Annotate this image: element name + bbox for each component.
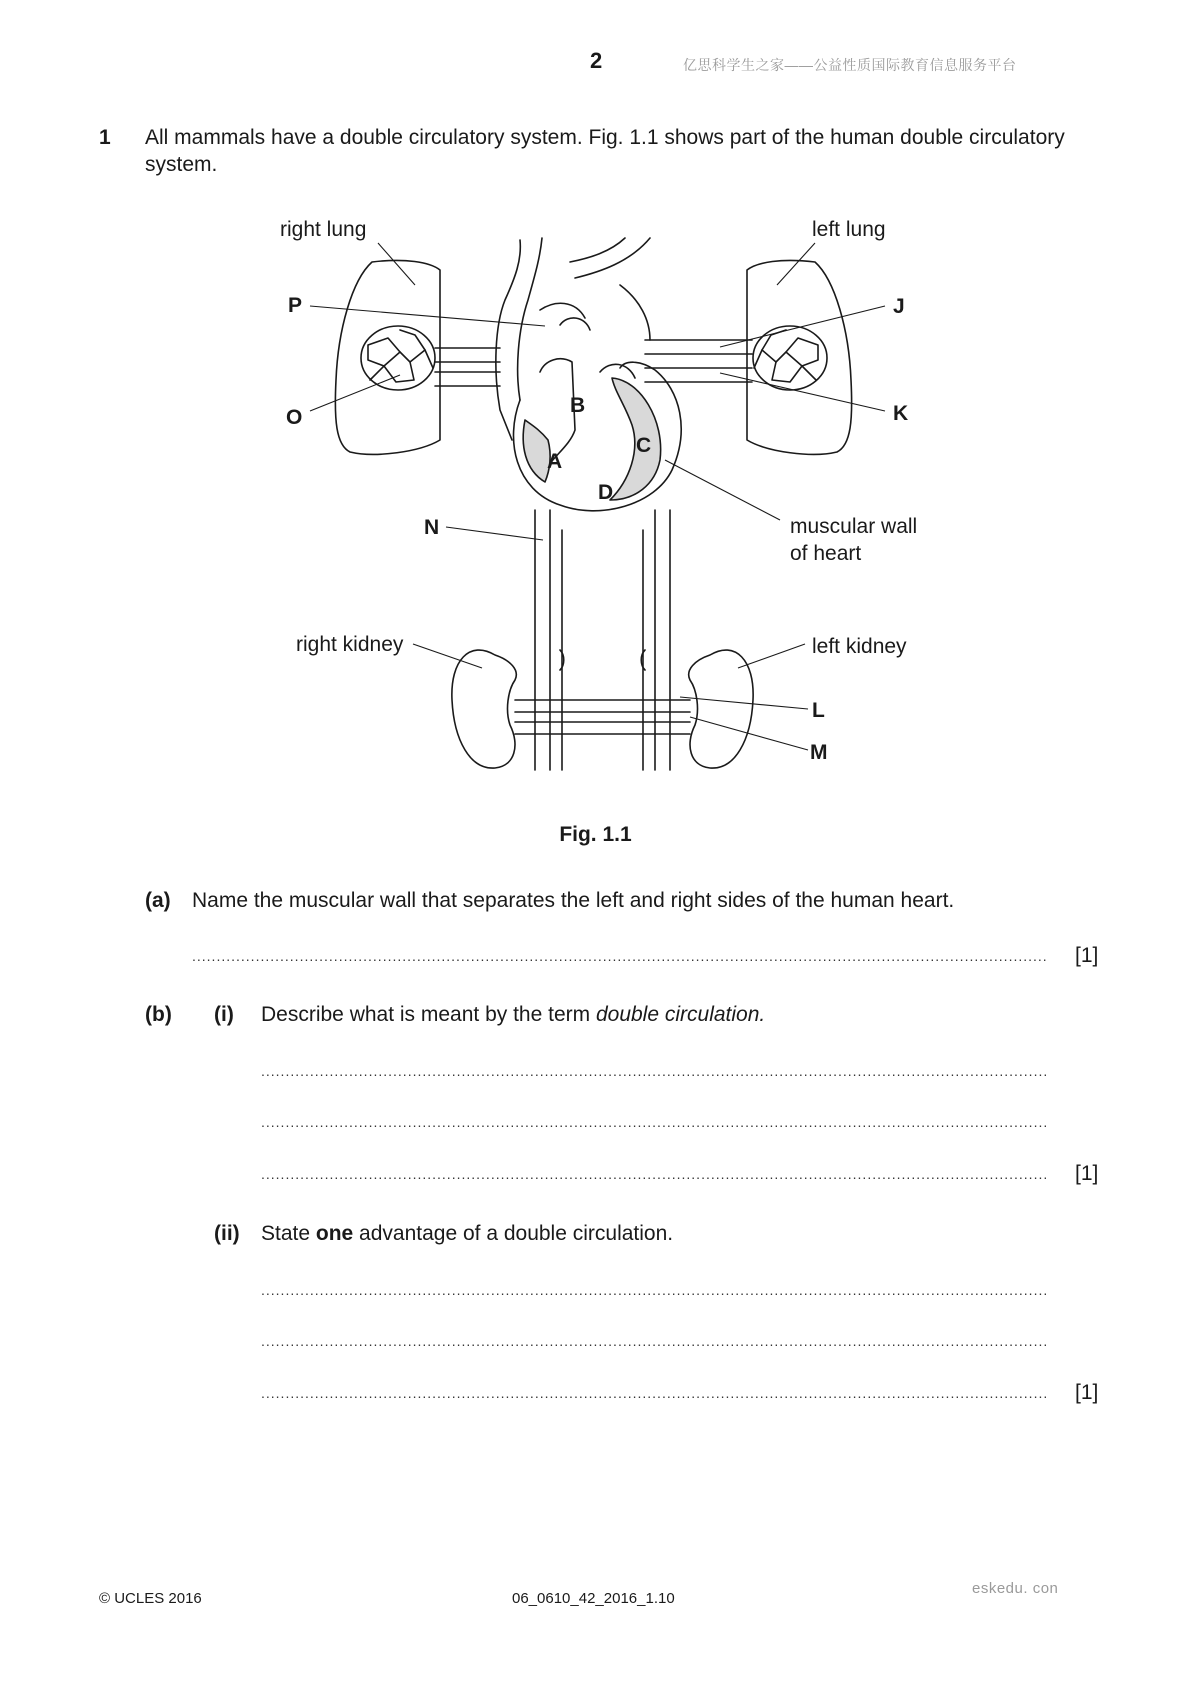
part-a-text: Name the muscular wall that separates the left and right sides of the human heart. — [192, 889, 955, 912]
pulmonary-artery-right — [435, 348, 500, 362]
label-right-lung: right lung — [280, 218, 367, 241]
mark-b-i: [1] — [1075, 1162, 1099, 1185]
leader-M — [690, 717, 808, 750]
leader-muscular-wall — [665, 460, 780, 520]
renal-vessel-M — [515, 722, 690, 734]
vena-cava-N — [535, 510, 550, 770]
answer-line-b-ii-2[interactable] — [261, 1333, 1049, 1353]
answer-line-b-ii-1[interactable] — [261, 1282, 1049, 1302]
left-kidney-shape — [689, 650, 753, 768]
label-M: M — [810, 741, 828, 764]
page-number: 2 — [590, 48, 603, 73]
part-b-label: (b) — [145, 1003, 172, 1026]
part-b-i-text-plain: Describe what is meant by the term — [261, 1003, 596, 1026]
part-b-i-text-italic: double circulation. — [595, 1003, 766, 1026]
label-J: J — [893, 295, 905, 318]
label-B: B — [570, 394, 586, 417]
renal-vessel-L — [515, 700, 690, 712]
figure-caption: Fig. 1.1 — [559, 823, 632, 846]
label-left-lung: left lung — [812, 218, 886, 241]
label-muscular-wall-line1: muscular wall — [790, 515, 918, 538]
footer-code: 06_0610_42_2016_1.10 — [512, 1590, 675, 1607]
leader-J — [720, 306, 885, 347]
answer-line-b-i-1[interactable] — [261, 1063, 1049, 1083]
leader-K — [720, 373, 885, 411]
label-N: N — [424, 516, 440, 539]
label-P: P — [288, 294, 303, 317]
leader-L — [680, 697, 808, 709]
part-b-i-label: (i) — [214, 1003, 234, 1026]
right-kidney-shape — [452, 650, 516, 768]
answer-line-b-i-3[interactable] — [261, 1166, 1049, 1186]
leader-right-lung — [378, 243, 415, 285]
mark-b-ii: [1] — [1075, 1381, 1099, 1404]
label-O: O — [286, 406, 303, 429]
label-muscular-wall-line2: of heart — [790, 542, 862, 565]
circulatory-system-diagram — [0, 0, 1191, 820]
question-number: 1 — [99, 126, 111, 149]
left-lung-shape — [747, 260, 852, 454]
part-b-ii-text — [261, 1222, 673, 1246]
label-C: C — [636, 434, 652, 457]
label-left-kidney: left kidney — [812, 635, 907, 658]
mark-a: [1] — [1075, 944, 1099, 967]
leader-left-lung — [777, 243, 815, 285]
answer-line-a[interactable] — [192, 948, 1049, 968]
part-b-ii-text-after: advantage of a double circulation. — [353, 1222, 674, 1245]
leader-left-kidney — [738, 644, 805, 668]
part-b-i-text — [261, 1003, 765, 1027]
leader-N — [446, 527, 543, 540]
part-a-label: (a) — [145, 889, 171, 912]
part-b-ii-text-bold: one — [315, 1222, 354, 1245]
pulmonary-vessel-J — [645, 340, 752, 354]
answer-line-b-ii-3[interactable] — [261, 1385, 1049, 1405]
label-right-kidney: right kidney — [296, 633, 404, 656]
label-A: A — [547, 450, 563, 473]
header-watermark: 亿思科学生之家——公益性质国际教育信息服务平台 — [683, 57, 1017, 73]
part-b-ii-label: (ii) — [214, 1222, 240, 1245]
label-L: L — [812, 699, 825, 722]
part-b-ii-text-before: State — [261, 1222, 316, 1245]
footer-copyright: © UCLES 2016 — [99, 1590, 202, 1607]
answer-line-b-i-2[interactable] — [261, 1114, 1049, 1134]
label-K: K — [893, 402, 909, 425]
label-D: D — [598, 481, 614, 504]
leader-right-kidney — [413, 644, 482, 668]
right-lung-shape — [335, 260, 440, 454]
right-lung-capillaries — [361, 326, 435, 390]
footer-watermark: eskedu. con — [972, 1580, 1059, 1597]
leader-O — [310, 375, 400, 411]
aorta-descending — [655, 510, 670, 770]
question-text: All mammals have a double circulatory system. Fig. 1.1 shows part of the human double circulatory system. — [145, 126, 1065, 176]
